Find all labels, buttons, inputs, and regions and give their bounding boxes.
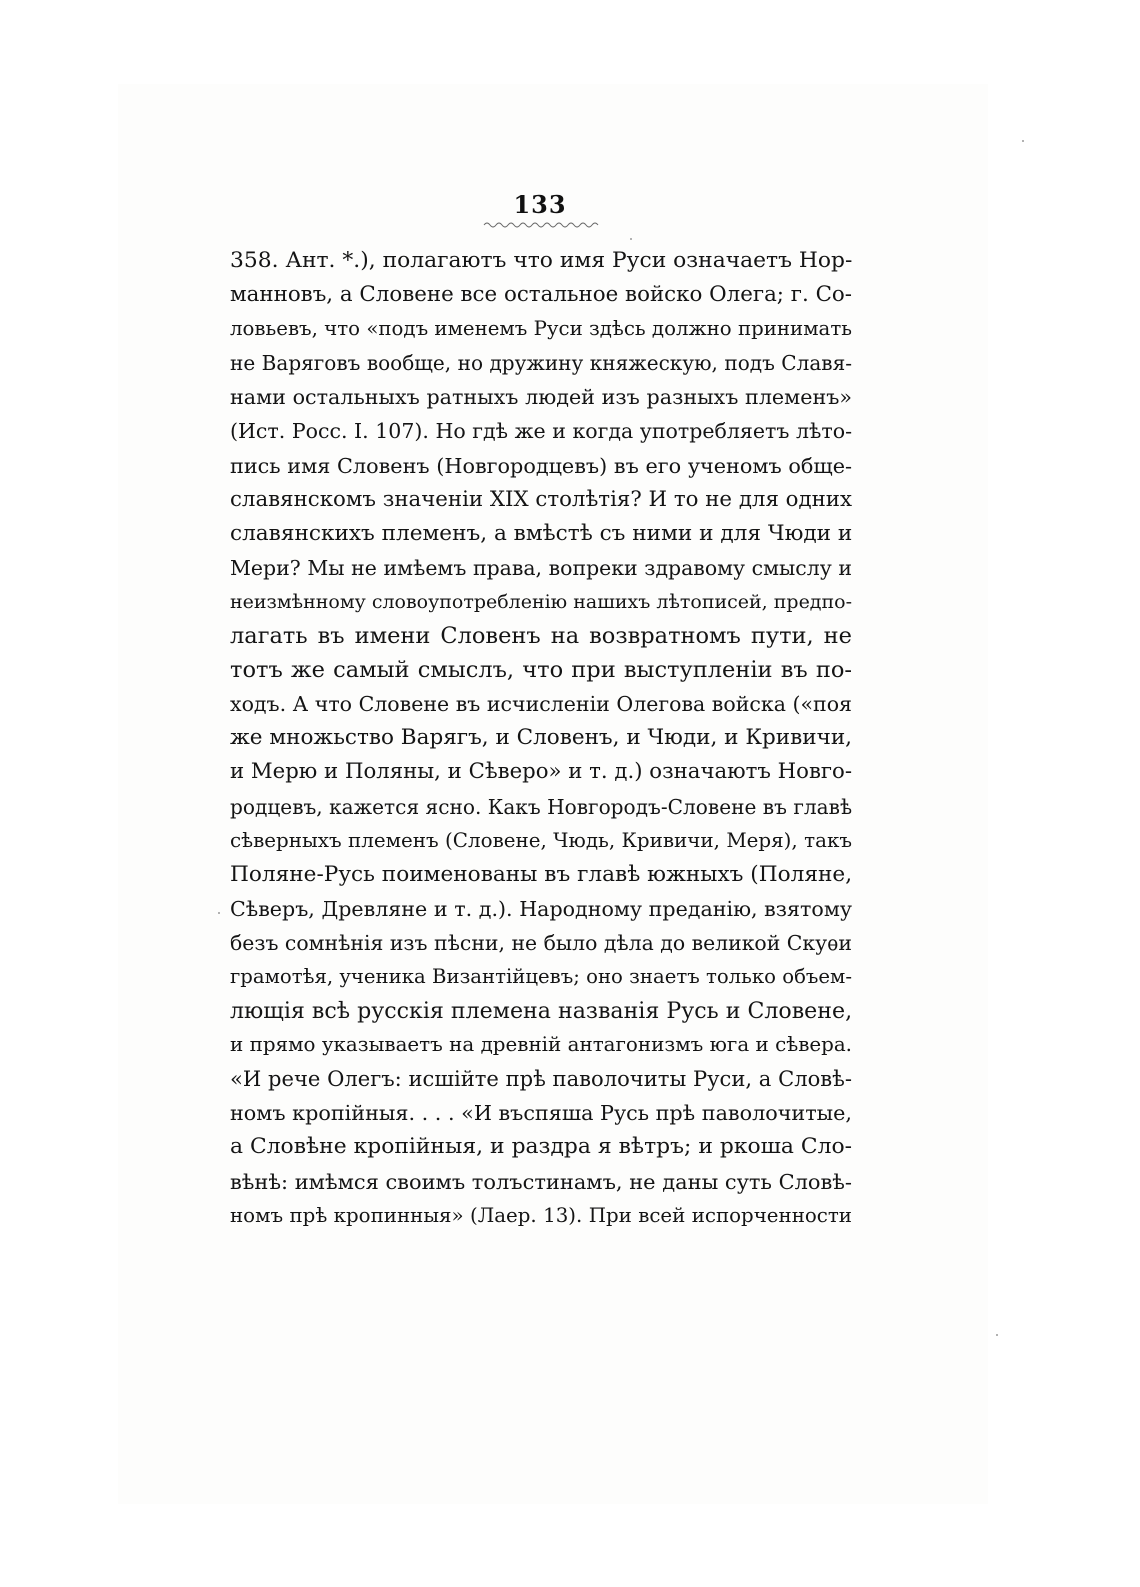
text-line: грамотѣя, ученика Византiйцевъ; оно знаетъ только объем-	[230, 964, 852, 988]
scan-speck	[630, 238, 632, 240]
text-line: лагать въ имени Словенъ на возвратномъ пути, не	[230, 623, 852, 650]
text-line: номъ прѣ кропинныя» (Лаер. 13). При всей испорченности	[230, 1203, 852, 1227]
text-line: ловьевъ, что «подъ именемъ Руси здѣсь должно принимать	[230, 317, 852, 341]
scan-speck	[996, 1334, 998, 1336]
text-line: лющiя всѣ русскiя племена названiя Русь и Словене,	[230, 998, 853, 1025]
text-line: и прямо указываетъ на древнiй антагонизмъ юга и сѣвера.	[230, 1033, 852, 1057]
text-line: и Мерю и Поляны, и Сѣверо» и т. д.) означаютъ Новго-	[230, 759, 852, 785]
text-line: ходъ. А что Словене въ исчисленiи Олегова войска («поя	[230, 692, 852, 717]
body-text	[230, 244, 852, 1233]
text-line: сѣверныхъ племенъ (Словене, Чюдь, Кривичи, Меря), такъ	[230, 828, 852, 852]
text-line: (Ист. Росс. I. 107). Но гдѣ же и когда употребляетъ лѣто-	[230, 419, 852, 444]
text-line: Поляне-Русь поименованы въ главѣ южныхъ (Поляне,	[230, 861, 853, 887]
text-line: 358. Ант. *.), полагаютъ что имя Руси означаетъ Нор-	[230, 248, 853, 273]
text-line: манновъ, а Словене все остальное войско Олега; г. Со-	[230, 282, 852, 308]
ornament-rule	[482, 220, 602, 230]
scan-speck	[1022, 140, 1024, 142]
text-line: «И рече Олегъ: исшiйте прѣ паволочиты Руси, а Словѣ-	[230, 1066, 852, 1092]
text-line: вѣнѣ: имѣмся своимъ толъстинамъ, не даны суть Словѣ-	[230, 1169, 852, 1194]
scan-speck	[218, 912, 220, 914]
text-line: пись имя Словенъ (Новгородцевъ) въ его ученомъ обще-	[230, 453, 852, 478]
text-line: славянскомъ значенiи XIX столѣтiя? И то не для одних	[230, 486, 852, 512]
text-line: же множьство Варягъ, и Словенъ, и Чюди, и Кривичи,	[230, 725, 852, 751]
text-line: Мери? Мы не имѣемъ права, вопреки здравому смыслу и	[230, 555, 852, 580]
text-line: неизмѣнному словоупотребленiю нашихъ лѣтописей, предпо-	[230, 590, 852, 613]
text-line: нами остальныхъ ратныхъ людей изъ разныхъ племенъ»	[230, 385, 852, 410]
text-line: безъ сомнѣнiя изъ пѣсни, не было дѣла до великой Скуѳи	[230, 930, 852, 955]
text-line: Сѣверъ, Древляне и т. д.). Народному преданiю, взятому	[230, 896, 852, 921]
text-line: не Варяговъ вообще, но дружину княжескую, подъ Славя-	[230, 351, 852, 376]
text-line: родцевъ, кажется ясно. Какъ Новгородъ-Словене въ главѣ	[230, 794, 853, 819]
page-number: 133	[513, 190, 567, 219]
text-line: славянскихъ племенъ, а вмѣстѣ съ ними и для Чюди и	[230, 520, 853, 546]
text-line: а Словѣне кропiйныя, и раздра я вѣтръ; и ркоша Сло-	[230, 1134, 852, 1160]
text-line: номъ кропiйныя. . . . «И въспяша Русь прѣ паволочитые,	[230, 1101, 853, 1126]
text-line: тотъ же самый смыслъ, что при выступленiи въ по-	[230, 657, 852, 684]
